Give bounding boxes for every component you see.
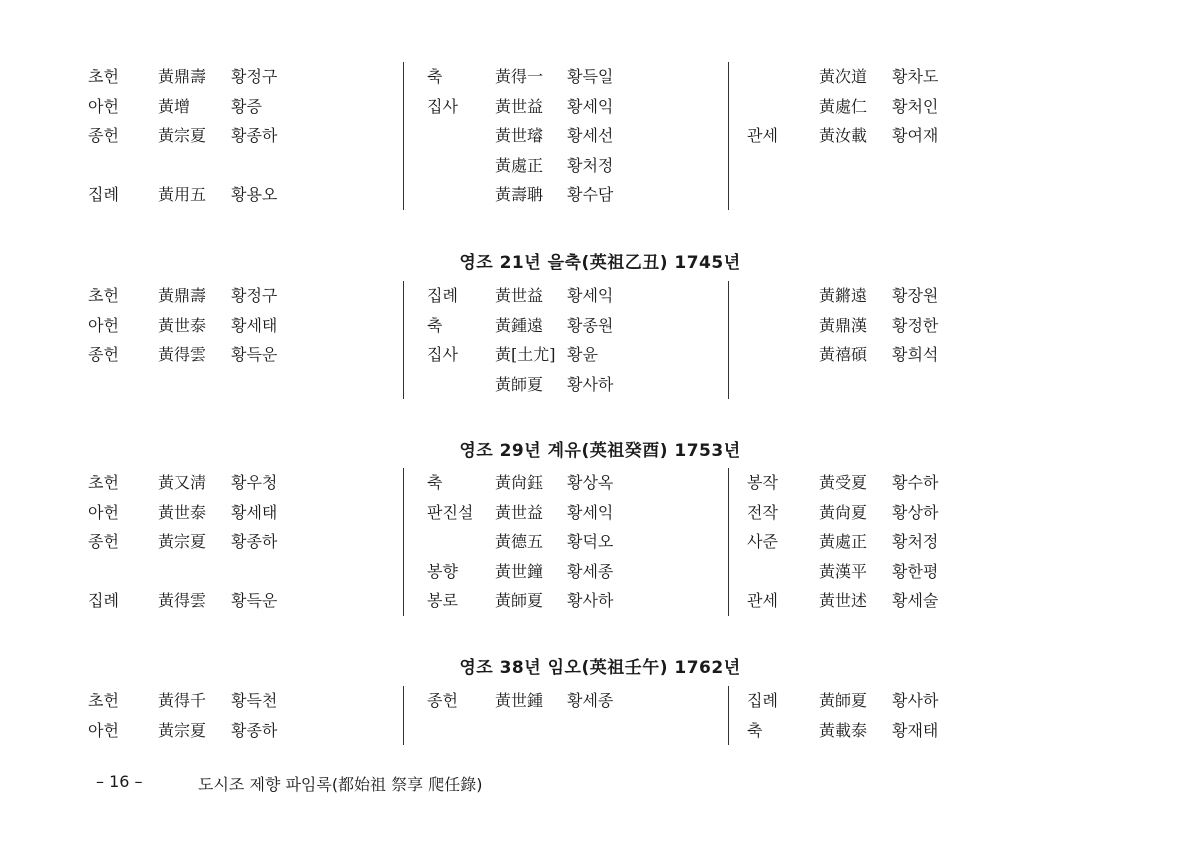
section-heading: 영조 29년 계유(英祖癸酉) 1753년 <box>459 441 741 461</box>
table-row <box>414 121 703 151</box>
hanja-name: 黃得一 <box>495 67 544 86</box>
role-label: 전작 <box>747 502 778 522</box>
hanja-name: 黃世述 <box>819 591 868 610</box>
hanja-name: 黃壽聃 <box>495 185 544 204</box>
table-row <box>739 498 1028 528</box>
table-row <box>88 498 388 528</box>
hanja-name: 黃世益 <box>495 96 544 116</box>
hanja-name: 黃宗夏 <box>158 126 207 145</box>
table-row <box>739 92 1028 122</box>
hanja-name: 黃次道 <box>819 67 868 86</box>
table-row <box>414 62 703 92</box>
role-label: 집례 <box>88 185 119 204</box>
table-row <box>414 180 703 210</box>
korean-name: 황세익 <box>567 286 614 305</box>
table-row <box>414 686 703 716</box>
table-row <box>739 557 1028 587</box>
hanja-name: 黃又淸 <box>158 473 207 492</box>
role-label: 집례 <box>88 591 119 610</box>
korean-name: 황여재 <box>892 126 939 145</box>
table-row <box>739 121 1028 151</box>
table-row <box>739 62 1028 92</box>
section-1-column-3 <box>728 281 1028 399</box>
role-label: 봉로 <box>427 591 458 610</box>
korean-name: 황재태 <box>892 720 939 740</box>
hanja-name: 黃鏘遠 <box>819 286 868 305</box>
role-label: 축 <box>747 720 763 740</box>
korean-name: 황사하 <box>567 591 614 610</box>
role-label: 종헌 <box>88 345 119 364</box>
table-row <box>739 281 1028 311</box>
page-number: – 16 – <box>96 772 143 791</box>
hanja-name: 黃德五 <box>495 532 544 551</box>
hanja-name: 黃師夏 <box>819 691 868 710</box>
korean-name: 황우청 <box>231 473 278 492</box>
korean-name: 황사하 <box>892 691 939 710</box>
hanja-name: 黃世鐘 <box>495 561 544 581</box>
table-row <box>414 586 703 616</box>
table-row <box>414 311 703 341</box>
korean-name: 황정구 <box>231 286 278 305</box>
section-heading: 영조 38년 임오(英祖壬午) 1762년 <box>459 658 741 678</box>
hanja-name: 黃鼎壽 <box>158 286 207 305</box>
role-label: 종헌 <box>88 532 119 551</box>
korean-name: 황수하 <box>892 473 939 492</box>
table-row <box>88 281 388 311</box>
section-0-column-1 <box>88 62 388 210</box>
role-label: 아헌 <box>88 720 119 740</box>
hanja-name: 黃鼎漢 <box>819 315 868 335</box>
korean-name: 황상옥 <box>567 473 614 492</box>
footer-title: 도시조 제향 파임록(都始祖 祭享 爬任錄) <box>198 775 483 794</box>
korean-name: 황세선 <box>567 126 614 145</box>
hanja-name: 黃世鍾 <box>495 691 544 710</box>
section-2-column-1 <box>88 468 388 616</box>
hanja-name: 黃世益 <box>495 286 544 305</box>
role-label: 종헌 <box>427 691 458 710</box>
hanja-name: 黃用五 <box>158 185 207 204</box>
table-row <box>88 121 388 151</box>
korean-name: 황세술 <box>892 591 939 610</box>
role-label: 축 <box>427 473 443 492</box>
korean-name: 황세태 <box>231 315 278 335</box>
korean-name: 황정한 <box>892 315 939 335</box>
hanja-name: 黃得雲 <box>158 591 207 610</box>
korean-name: 황차도 <box>892 67 939 86</box>
section-3-column-1 <box>88 686 388 745</box>
section-3-column-3 <box>728 686 1028 745</box>
hanja-name: 黃鼎壽 <box>158 67 207 86</box>
hanja-name: 黃禧碩 <box>819 345 868 364</box>
role-label: 집사 <box>427 345 458 364</box>
table-row <box>414 151 703 181</box>
hanja-name: 黃世泰 <box>158 315 207 335</box>
table-row <box>88 686 388 716</box>
role-label: 초헌 <box>88 67 119 86</box>
korean-name: 황세익 <box>567 502 614 522</box>
table-row <box>739 151 1028 181</box>
role-label: 종헌 <box>88 126 119 145</box>
korean-name: 황득일 <box>567 67 614 86</box>
section-0-column-3 <box>728 62 1028 210</box>
section-3-column-2 <box>403 686 703 745</box>
role-label: 축 <box>427 315 443 335</box>
section-1-column-1 <box>88 281 388 399</box>
hanja-name: 黃得千 <box>158 691 207 710</box>
hanja-name: 黃受夏 <box>819 473 868 492</box>
table-row <box>414 92 703 122</box>
korean-name: 황처정 <box>892 532 939 551</box>
hanja-name: 黃世泰 <box>158 502 207 522</box>
korean-name: 황윤 <box>567 345 598 364</box>
role-label: 판진설 <box>427 502 474 522</box>
table-row <box>739 716 1028 746</box>
table-row <box>739 340 1028 370</box>
table-row <box>414 498 703 528</box>
table-row <box>88 527 388 557</box>
table-row <box>739 311 1028 341</box>
korean-name: 황정구 <box>231 67 278 86</box>
table-row <box>414 557 703 587</box>
korean-name: 황덕오 <box>567 532 614 551</box>
korean-name: 황증 <box>231 96 262 116</box>
hanja-name: 黃世益 <box>495 502 544 522</box>
hanja-name: 黃師夏 <box>495 374 544 394</box>
role-label: 축 <box>427 67 443 86</box>
table-row <box>88 311 388 341</box>
role-label: 집사 <box>427 96 458 116</box>
korean-name: 황종원 <box>567 315 614 335</box>
hanja-name: 黃宗夏 <box>158 532 207 551</box>
table-row <box>88 586 388 616</box>
hanja-name: 黃得雲 <box>158 345 207 364</box>
role-label: 아헌 <box>88 502 119 522</box>
table-row <box>414 370 703 400</box>
korean-name: 황종하 <box>231 720 278 740</box>
table-row <box>88 716 388 746</box>
role-label: 사준 <box>747 532 778 551</box>
korean-name: 황득천 <box>231 691 278 710</box>
role-label: 아헌 <box>88 315 119 335</box>
hanja-name: 黃汝載 <box>819 126 868 145</box>
korean-name: 황희석 <box>892 345 939 364</box>
role-label: 봉향 <box>427 561 458 581</box>
table-row <box>414 468 703 498</box>
role-label: 관세 <box>747 591 778 610</box>
korean-name: 황세종 <box>567 691 614 710</box>
hanja-name: 黃漢平 <box>819 561 868 581</box>
table-row <box>88 370 388 400</box>
korean-name: 황득운 <box>231 345 278 364</box>
role-label: 관세 <box>747 126 778 145</box>
hanja-name: 黃尙夏 <box>819 502 868 522</box>
role-label: 초헌 <box>88 473 119 492</box>
section-2-column-2 <box>403 468 703 616</box>
hanja-name: 黃處正 <box>819 532 868 551</box>
section-2-column-3 <box>728 468 1028 616</box>
table-row <box>739 527 1028 557</box>
korean-name: 황세태 <box>231 502 278 522</box>
table-row <box>88 151 388 181</box>
korean-name: 황사하 <box>567 374 614 394</box>
korean-name: 황장원 <box>892 286 939 305</box>
table-row <box>88 62 388 92</box>
hanja-name: 黃增 <box>158 96 191 116</box>
role-label: 집례 <box>427 286 458 305</box>
role-label: 집례 <box>747 691 778 710</box>
hanja-name: 黃處正 <box>495 155 544 175</box>
table-row <box>414 281 703 311</box>
table-row <box>414 340 703 370</box>
section-1-column-2 <box>403 281 703 399</box>
table-row <box>88 557 388 587</box>
hanja-name: 黃世璿 <box>495 126 544 145</box>
table-row <box>739 586 1028 616</box>
korean-name: 황세익 <box>567 96 614 116</box>
hanja-name: 黃處仁 <box>819 96 868 116</box>
table-row <box>88 92 388 122</box>
section-0-column-2 <box>403 62 703 210</box>
role-label: 아헌 <box>88 96 119 116</box>
korean-name: 황세종 <box>567 561 614 581</box>
korean-name: 황득운 <box>231 591 278 610</box>
korean-name: 황수담 <box>567 185 614 204</box>
korean-name: 황용오 <box>231 185 278 204</box>
korean-name: 황종하 <box>231 126 278 145</box>
table-row <box>739 468 1028 498</box>
role-label: 초헌 <box>88 286 119 305</box>
table-row <box>88 340 388 370</box>
table-row <box>739 686 1028 716</box>
hanja-name: 黃載泰 <box>819 720 868 740</box>
table-row <box>414 716 703 746</box>
korean-name: 황종하 <box>231 532 278 551</box>
table-row <box>88 180 388 210</box>
korean-name: 황처인 <box>892 96 939 116</box>
table-row <box>414 527 703 557</box>
table-row <box>739 180 1028 210</box>
table-row <box>739 370 1028 400</box>
role-label: 초헌 <box>88 691 119 710</box>
hanja-name: 黃師夏 <box>495 591 544 610</box>
korean-name: 황처정 <box>567 155 614 175</box>
role-label: 봉작 <box>747 473 778 492</box>
korean-name: 황상하 <box>892 502 939 522</box>
section-heading: 영조 21년 을축(英祖乙丑) 1745년 <box>459 253 741 273</box>
hanja-name: 黃[土尤] <box>495 345 556 364</box>
hanja-name: 黃鍾遠 <box>495 315 544 335</box>
hanja-name: 黃尙鈺 <box>495 473 544 492</box>
korean-name: 황한평 <box>892 561 939 581</box>
table-row <box>88 468 388 498</box>
hanja-name: 黃宗夏 <box>158 720 207 740</box>
